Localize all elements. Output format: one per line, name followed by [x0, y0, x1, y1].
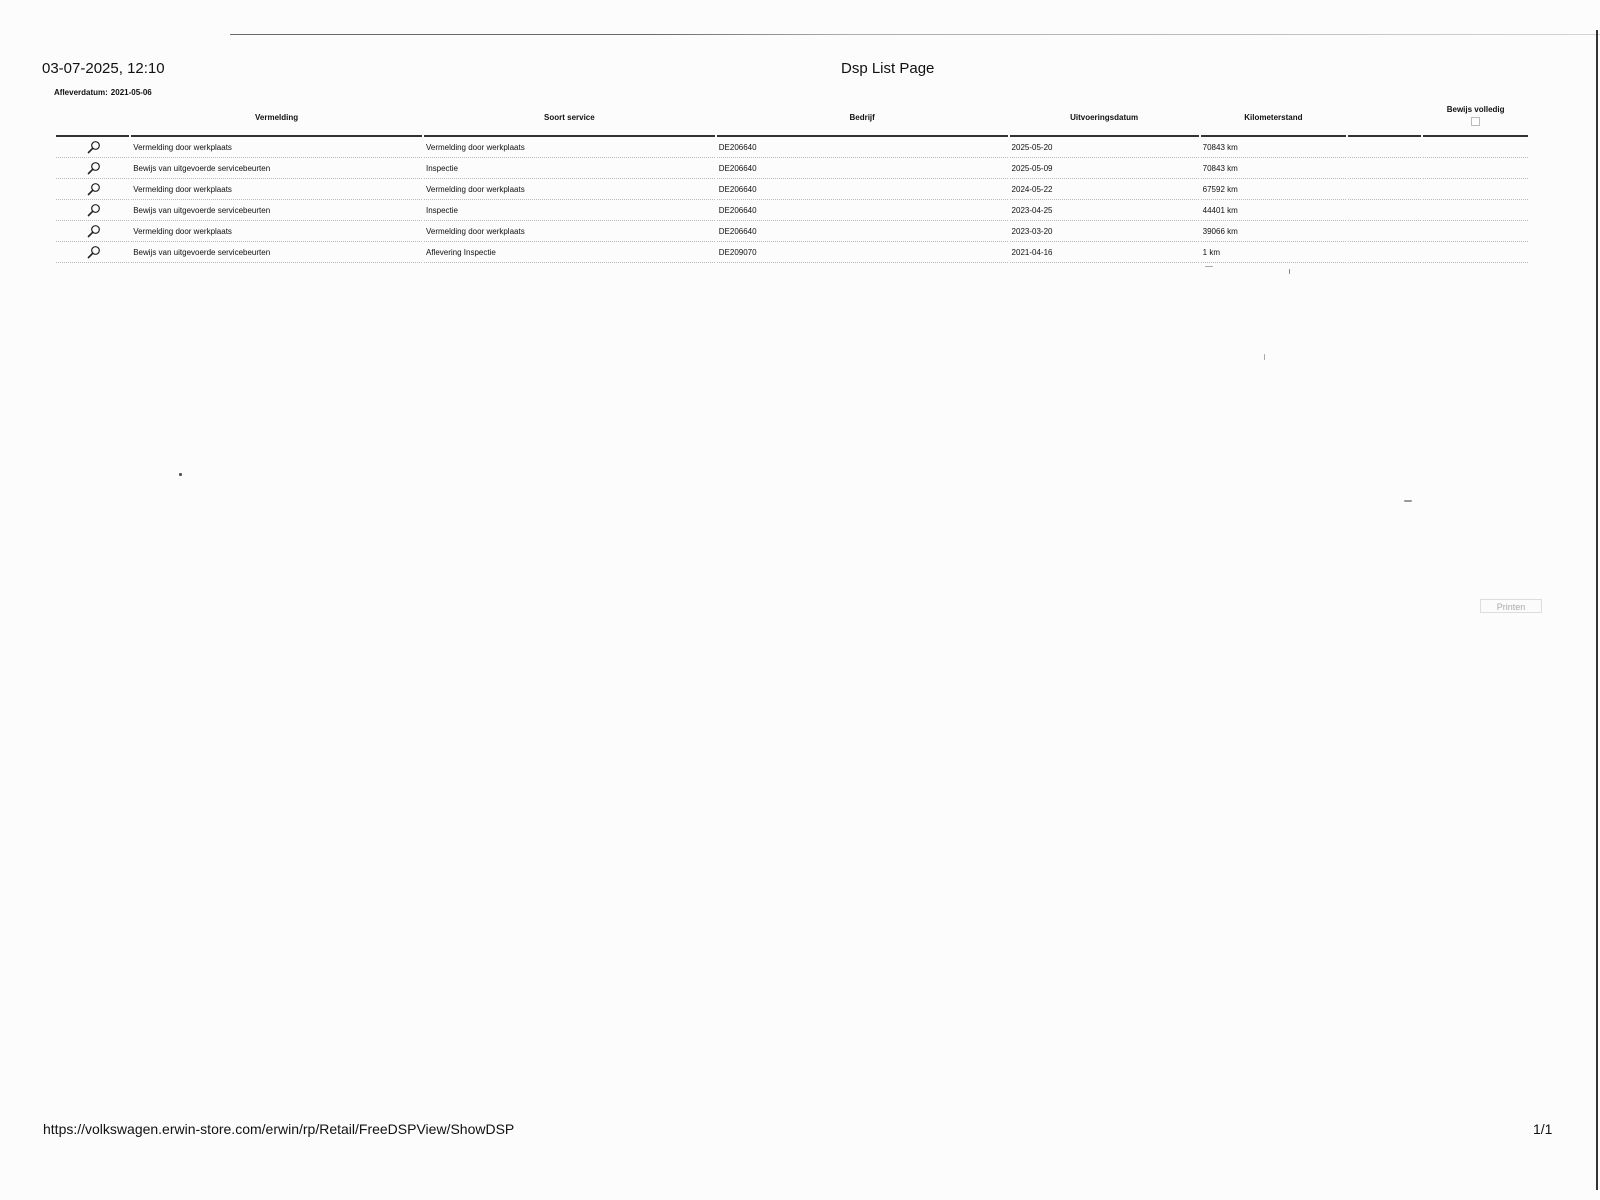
print-button[interactable]: Printen: [1480, 599, 1542, 613]
cell-bewijs-volledig: [1423, 137, 1528, 158]
table-row: [56, 158, 1528, 179]
row-icon-cell: [56, 179, 129, 200]
table-row: [56, 221, 1528, 242]
scan-speck: [1289, 269, 1290, 274]
cell-kilometerstand: 1 km: [1201, 242, 1346, 263]
cell-bedrijf: DE206640: [717, 179, 1008, 200]
search-icon[interactable]: [87, 245, 101, 259]
table-row: [56, 179, 1528, 200]
cell-vermelding: Vermelding door werkplaats: [131, 137, 422, 158]
cell-vermelding: Vermelding door werkplaats: [131, 221, 422, 242]
scan-speck: [179, 473, 182, 476]
cell-blank: [1348, 242, 1421, 263]
row-icon-cell: [56, 200, 129, 221]
row-icon-cell: [56, 158, 129, 179]
col-header-vermelding: Vermelding: [131, 100, 422, 137]
dsp-table: [54, 100, 1530, 263]
scan-artifact-edge: [1596, 30, 1598, 1190]
cell-bewijs-volledig: [1423, 242, 1528, 263]
print-footer-page-number: 1/1: [1533, 1121, 1553, 1137]
cell-uitvoeringsdatum: 2024-05-22: [1010, 179, 1199, 200]
cell-bewijs-volledig: [1423, 200, 1528, 221]
cell-vermelding: Bewijs van uitgevoerde servicebeurten: [131, 200, 422, 221]
cell-soort-service: Vermelding door werkplaats: [424, 221, 715, 242]
cell-kilometerstand: 39066 km: [1201, 221, 1346, 242]
bewijs-volledig-label: Bewijs volledig: [1446, 105, 1505, 114]
delivery-date: [54, 88, 152, 97]
cell-soort-service: Inspectie: [424, 158, 715, 179]
cell-bedrijf: DE206640: [717, 137, 1008, 158]
search-icon[interactable]: [87, 182, 101, 196]
table-row: [56, 137, 1528, 158]
delivery-date-label: Afleverdatum:: [54, 88, 108, 97]
cell-kilometerstand: 44401 km: [1201, 200, 1346, 221]
cell-bedrijf: DE206640: [717, 221, 1008, 242]
col-header-kilometerstand: Kilometerstand: [1201, 100, 1346, 137]
table-header-row: [56, 100, 1528, 137]
cell-kilometerstand: 70843 km: [1201, 158, 1346, 179]
search-icon[interactable]: [87, 140, 101, 154]
print-datetime: 03-07-2025, 12:10: [42, 60, 165, 77]
cell-soort-service: Aflevering Inspectie: [424, 242, 715, 263]
scan-speck: [1264, 354, 1265, 360]
search-icon[interactable]: [87, 203, 101, 217]
cell-soort-service: Vermelding door werkplaats: [424, 137, 715, 158]
bewijs-volledig-checkbox[interactable]: [1471, 117, 1480, 126]
scan-speck: [1404, 500, 1412, 502]
cell-bedrijf: DE209070: [717, 242, 1008, 263]
scan-artifact-line: [230, 34, 1600, 35]
col-header-bedrijf: Bedrijf: [717, 100, 1008, 137]
cell-blank: [1348, 137, 1421, 158]
row-icon-cell: [56, 242, 129, 263]
scan-speck: [1205, 266, 1213, 267]
cell-kilometerstand: 70843 km: [1201, 137, 1346, 158]
col-header-blank: [1348, 100, 1421, 137]
cell-blank: [1348, 179, 1421, 200]
search-icon[interactable]: [87, 224, 101, 238]
cell-bedrijf: DE206640: [717, 158, 1008, 179]
cell-vermelding: Bewijs van uitgevoerde servicebeurten: [131, 158, 422, 179]
cell-bedrijf: DE206640: [717, 200, 1008, 221]
col-header-bewijs-volledig: [1423, 100, 1528, 137]
cell-blank: [1348, 221, 1421, 242]
cell-uitvoeringsdatum: 2025-05-20: [1010, 137, 1199, 158]
delivery-date-value: 2021-05-06: [110, 88, 152, 97]
cell-uitvoeringsdatum: 2025-05-09: [1010, 158, 1199, 179]
cell-soort-service: Vermelding door werkplaats: [424, 179, 715, 200]
cell-blank: [1348, 158, 1421, 179]
col-header-icon: [56, 100, 129, 137]
search-icon[interactable]: [87, 161, 101, 175]
table-body: [56, 137, 1528, 263]
cell-vermelding: Vermelding door werkplaats: [131, 179, 422, 200]
table-row: [56, 242, 1528, 263]
col-header-uitvoeringsdatum: Uitvoeringsdatum: [1010, 100, 1199, 137]
print-footer-url: https://volkswagen.erwin-store.com/erwin/rp/Retail/FreeDSPView/ShowDSP: [43, 1121, 515, 1137]
cell-blank: [1348, 200, 1421, 221]
cell-uitvoeringsdatum: 2021-04-16: [1010, 242, 1199, 263]
page-title: Dsp List Page: [841, 60, 935, 77]
col-header-soort-service: Soort service: [424, 100, 715, 137]
table-row: [56, 200, 1528, 221]
cell-kilometerstand: 67592 km: [1201, 179, 1346, 200]
row-icon-cell: [56, 221, 129, 242]
cell-bewijs-volledig: [1423, 179, 1528, 200]
cell-bewijs-volledig: [1423, 158, 1528, 179]
row-icon-cell: [56, 137, 129, 158]
cell-vermelding: Bewijs van uitgevoerde servicebeurten: [131, 242, 422, 263]
cell-uitvoeringsdatum: 2023-03-20: [1010, 221, 1199, 242]
cell-soort-service: Inspectie: [424, 200, 715, 221]
cell-uitvoeringsdatum: 2023-04-25: [1010, 200, 1199, 221]
cell-bewijs-volledig: [1423, 221, 1528, 242]
